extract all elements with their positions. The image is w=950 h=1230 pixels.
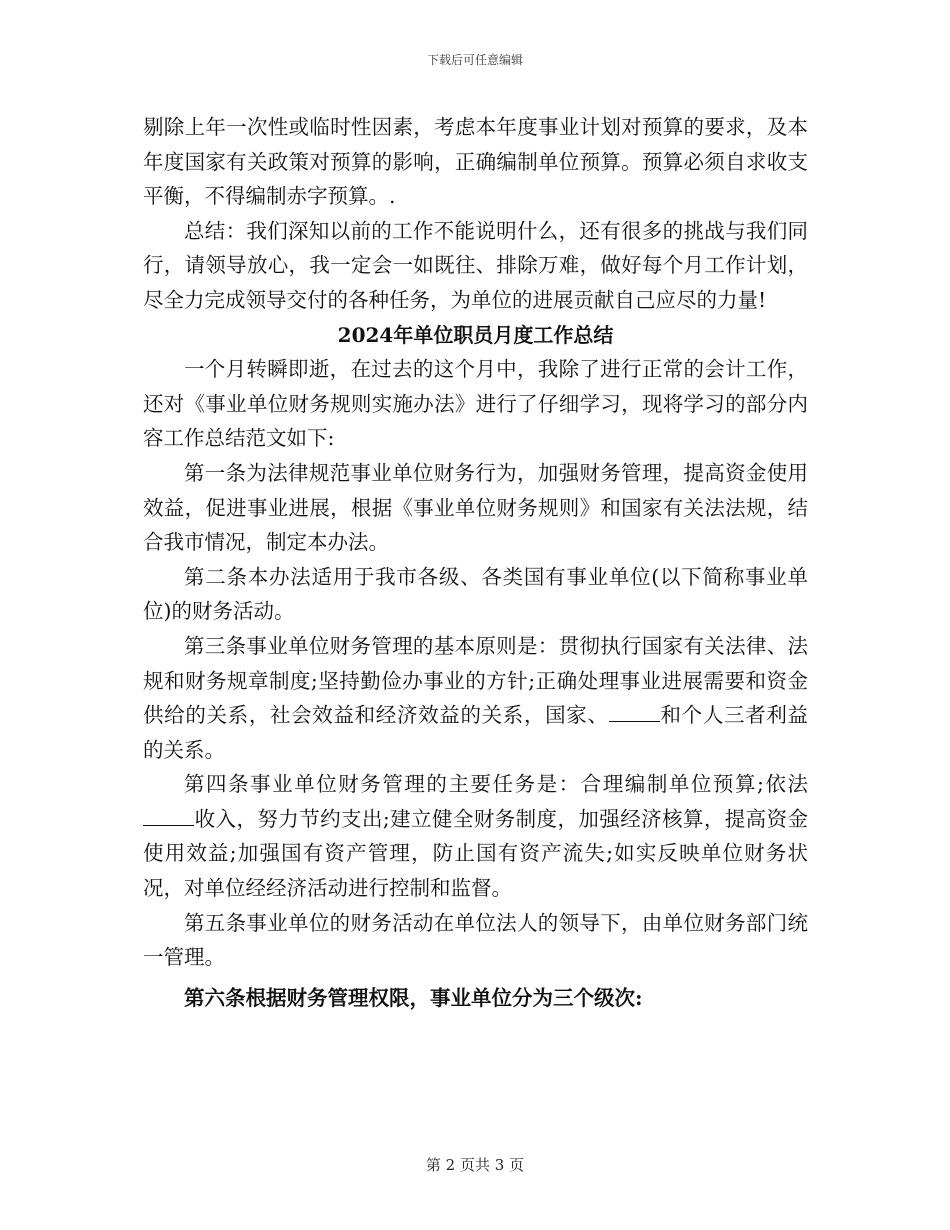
paragraph-article-6: 第六条根据财务管理权限，事业单位分为三个级次: <box>184 985 643 1010</box>
paragraph-summary: 总结：我们深知以前的工作不能说明什么，还有很多的挑战与我们同行，请领导放心，我一定会一如既往、排除万难，做好每个月工作计划，尽全力完成领导交付的各种任务，为单位的进展贡献自己应尽的力量! <box>143 218 808 312</box>
blank-underline <box>143 804 194 826</box>
page-header: 下载后可任意编辑 <box>426 53 523 67</box>
article-4-part-1: 第四条事业单位财务管理的主要任务是：合理编制单位预算;依法 <box>184 772 808 797</box>
paragraph-article-3 <box>143 629 808 767</box>
paragraph-article-5: 第五条事业单位的财务活动在单位法人的领导下，由单位财务部门统一管理。 <box>143 910 808 970</box>
article-3-part-1: 第三条事业单位财务管理的基本原则是：贯彻执行国家有关法律、法规和财务规章制度;坚持勤俭办事业的方针;正确处理事业进展需要和资金供给的关系，社会效益和经济效益的关系，国家、 <box>143 633 808 728</box>
article-4-part-2: 收入，努力节约支出;建立健全财务制度，加强经济核算，提高资金使用效益;加强国有资产管理，防止国有资产流失;如实反映单位财务状况，对单位经经济活动进行控制和监督。 <box>143 806 808 901</box>
paragraph-intro: 一个月转瞬即逝，在过去的这个月中，我除了进行正常的会计工作，还对《事业单位财务规则实施办法》进行了仔细学习，现将学习的部分内容工作总结范文如下: <box>143 357 808 451</box>
blank-underline <box>609 701 660 723</box>
article-3-part-2: 和个人三者利益的关系。 <box>143 703 809 762</box>
document-title: 2024年单位职员月度工作总结 <box>337 322 614 347</box>
paragraph-budget-continuation: 剔除上年一次性或临时性因素，考虑本年度事业计划对预算的要求，及本年度国家有关政策对预算的影响，正确编制单位预算。预算必须自求收支平衡，不得编制赤字预算。. <box>143 115 808 209</box>
document-body <box>143 110 808 1015</box>
page-footer: 第 2 页共 3 页 <box>425 1156 525 1174</box>
paragraph-article-2: 第二条本办法适用于我市各级、各类国有事业单位(以下简称事业单位)的财务活动。 <box>143 564 808 624</box>
paragraph-article-1: 第一条为法律规范事业单位财务行为，加强财务管理，提高资金使用效益，促进事业进展，根据《事业单位财务规则》和国家有关法法规，结合我市情况，制定本办法。 <box>143 460 808 555</box>
paragraph-article-4 <box>143 767 808 905</box>
